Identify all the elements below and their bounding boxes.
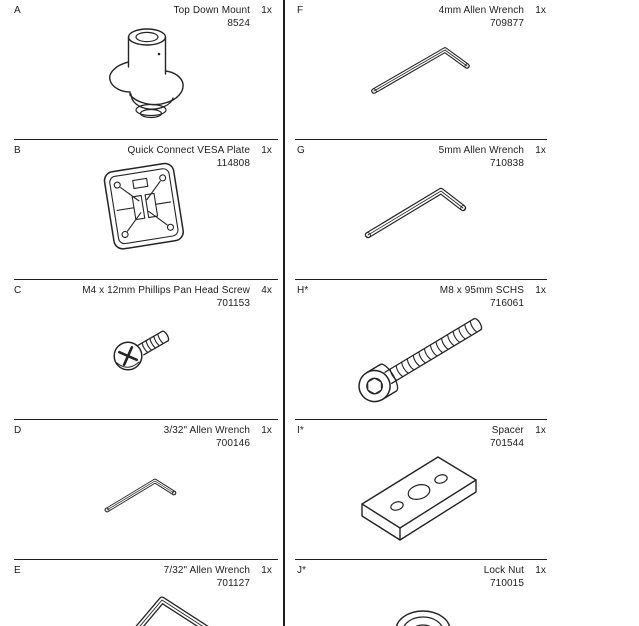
part-number: 709877 bbox=[490, 17, 524, 29]
part-qty: 1x bbox=[535, 5, 546, 16]
part-header bbox=[285, 560, 639, 590]
part-letter: B bbox=[14, 145, 21, 156]
part-qty: 1x bbox=[535, 565, 546, 576]
part-number: 700146 bbox=[216, 437, 250, 449]
part-cell-a bbox=[0, 0, 283, 140]
part-letter: A bbox=[14, 5, 21, 16]
part-qty: 1x bbox=[261, 425, 272, 436]
part-name: M8 x 95mm SCHS bbox=[439, 285, 524, 296]
allen-wrench-7-32-drawing bbox=[112, 594, 218, 626]
part-letter: D bbox=[14, 425, 22, 436]
part-qty: 4x bbox=[261, 285, 272, 296]
allen-wrench-3-32-drawing bbox=[100, 464, 188, 518]
part-name: Top Down Mount bbox=[173, 5, 250, 16]
part-cell-i bbox=[285, 420, 639, 560]
parts-column-left bbox=[0, 0, 283, 626]
part-cell-b bbox=[0, 140, 283, 280]
part-qty: 1x bbox=[535, 425, 546, 436]
part-letter: H* bbox=[297, 285, 309, 296]
part-qty: 1x bbox=[535, 285, 546, 296]
part-cell-h bbox=[285, 280, 639, 420]
part-qty: 1x bbox=[261, 5, 272, 16]
part-header bbox=[285, 140, 639, 170]
part-letter: F bbox=[297, 5, 304, 16]
part-header bbox=[285, 0, 639, 30]
part-cell-j bbox=[285, 560, 639, 626]
part-name: Lock Nut bbox=[483, 565, 524, 576]
pan-head-screw-drawing bbox=[112, 320, 178, 375]
part-number: 710838 bbox=[490, 157, 524, 169]
part-letter: J* bbox=[297, 565, 307, 576]
allen-wrench-4mm-drawing bbox=[368, 36, 472, 98]
part-number: 710015 bbox=[490, 577, 524, 589]
part-name: 3/32" Allen Wrench bbox=[163, 425, 250, 436]
part-number: 701127 bbox=[216, 577, 250, 589]
part-name: 5mm Allen Wrench bbox=[438, 145, 524, 156]
part-number: 716061 bbox=[490, 297, 524, 309]
part-name: 7/32" Allen Wrench bbox=[163, 565, 250, 576]
part-header bbox=[0, 280, 283, 310]
vesa-plate-drawing bbox=[103, 156, 187, 258]
parts-column-right bbox=[285, 0, 639, 626]
part-name: 4mm Allen Wrench bbox=[438, 5, 524, 16]
part-cell-c bbox=[0, 280, 283, 420]
part-cell-f bbox=[285, 0, 639, 140]
part-cell-e bbox=[0, 560, 283, 626]
schs-bolt-drawing bbox=[350, 298, 500, 408]
spacer-drawing bbox=[352, 446, 482, 544]
part-letter: I* bbox=[297, 425, 304, 436]
part-letter: E bbox=[14, 565, 21, 576]
part-number: 701544 bbox=[490, 437, 524, 449]
part-name: Quick Connect VESA Plate bbox=[127, 145, 250, 156]
allen-wrench-5mm-drawing bbox=[362, 178, 468, 242]
part-qty: 1x bbox=[261, 565, 272, 576]
part-header bbox=[0, 420, 283, 450]
part-header bbox=[0, 560, 283, 590]
lock-nut-drawing bbox=[393, 600, 455, 626]
part-name: Spacer bbox=[491, 425, 524, 436]
part-qty: 1x bbox=[535, 145, 546, 156]
part-number: 114808 bbox=[216, 157, 250, 169]
part-name: M4 x 12mm Phillips Pan Head Screw bbox=[82, 285, 250, 296]
part-letter: G bbox=[297, 145, 305, 156]
part-letter: C bbox=[14, 285, 22, 296]
part-cell-g bbox=[285, 140, 639, 280]
top-down-mount-drawing bbox=[103, 24, 193, 120]
part-number: 8524 bbox=[227, 17, 250, 29]
part-cell-d bbox=[0, 420, 283, 560]
part-qty: 1x bbox=[261, 145, 272, 156]
part-number: 701153 bbox=[216, 297, 250, 309]
